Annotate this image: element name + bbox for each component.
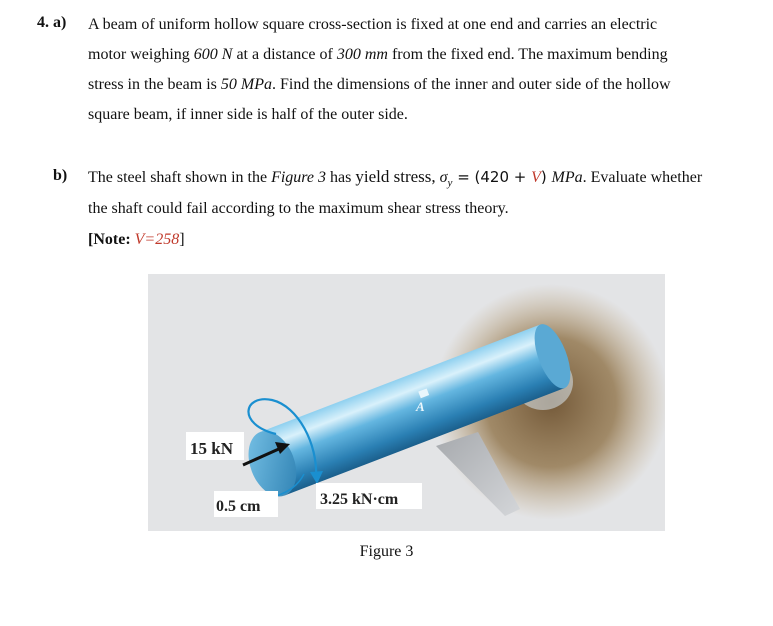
q4a-line-4-text: square beam, if inner side is half of the outer side. bbox=[88, 106, 408, 123]
q4a-line-3 bbox=[88, 75, 671, 95]
yield-expression-close: ) bbox=[540, 168, 552, 186]
question-number-4a: 4. a) bbox=[37, 14, 67, 31]
note-close: ] bbox=[179, 231, 185, 248]
unit-mpa: MPa bbox=[551, 169, 583, 186]
torque-label: 3.25 kN·cm bbox=[320, 491, 399, 508]
q4b-line-2-text: the shaft could fail according to the maximum shear stress theory. bbox=[88, 200, 509, 217]
q4a-text: . Find the dimensions of the inner and outer side of the hollow bbox=[271, 76, 671, 93]
q4a-line-2 bbox=[88, 45, 668, 65]
sigma-symbol: σ bbox=[435, 169, 448, 186]
question-number-4b: b) bbox=[53, 167, 68, 184]
note-line bbox=[88, 230, 185, 250]
figure-3-shaft-illustration bbox=[148, 274, 665, 531]
q4b-line-1 bbox=[88, 167, 702, 193]
q4b-text: The steel shaft shown in the bbox=[88, 169, 272, 186]
figure-reference: Figure 3 bbox=[271, 169, 327, 186]
stress-value: 50 MPa bbox=[220, 76, 272, 93]
q4a-text: stress in the beam is bbox=[88, 76, 221, 93]
figure-caption: Figure 3 bbox=[359, 543, 414, 560]
q4a-text: at a distance of bbox=[232, 46, 337, 63]
q4b-line-2 bbox=[88, 199, 509, 219]
force-label: 15 kN bbox=[190, 439, 233, 458]
q4a-text: from the fixed end. The maximum bending bbox=[387, 46, 668, 63]
q4a-line-4 bbox=[88, 105, 408, 125]
weight-value: 600 N bbox=[193, 46, 233, 63]
q4b-text: . Evaluate whether bbox=[582, 169, 703, 186]
yield-expression: = (420 + bbox=[452, 168, 532, 186]
q4a-line-1-text: A beam of uniform hollow square cross-section is fixed at one end and carries an electric bbox=[88, 16, 658, 33]
distance-value: 300 mm bbox=[336, 46, 388, 63]
q4a-line-1 bbox=[88, 15, 657, 35]
sigma-subscript: y bbox=[447, 177, 453, 190]
yield-stress-label: yield stress, bbox=[355, 167, 436, 186]
variable-v: V bbox=[531, 169, 541, 186]
note-label: [Note: bbox=[88, 231, 135, 248]
q4b-text: has bbox=[326, 169, 356, 186]
radius-label: 0.5 cm bbox=[216, 498, 261, 515]
note-value: V=258 bbox=[134, 231, 180, 248]
q4a-text: motor weighing bbox=[88, 46, 194, 63]
point-a-label: A bbox=[416, 399, 425, 414]
